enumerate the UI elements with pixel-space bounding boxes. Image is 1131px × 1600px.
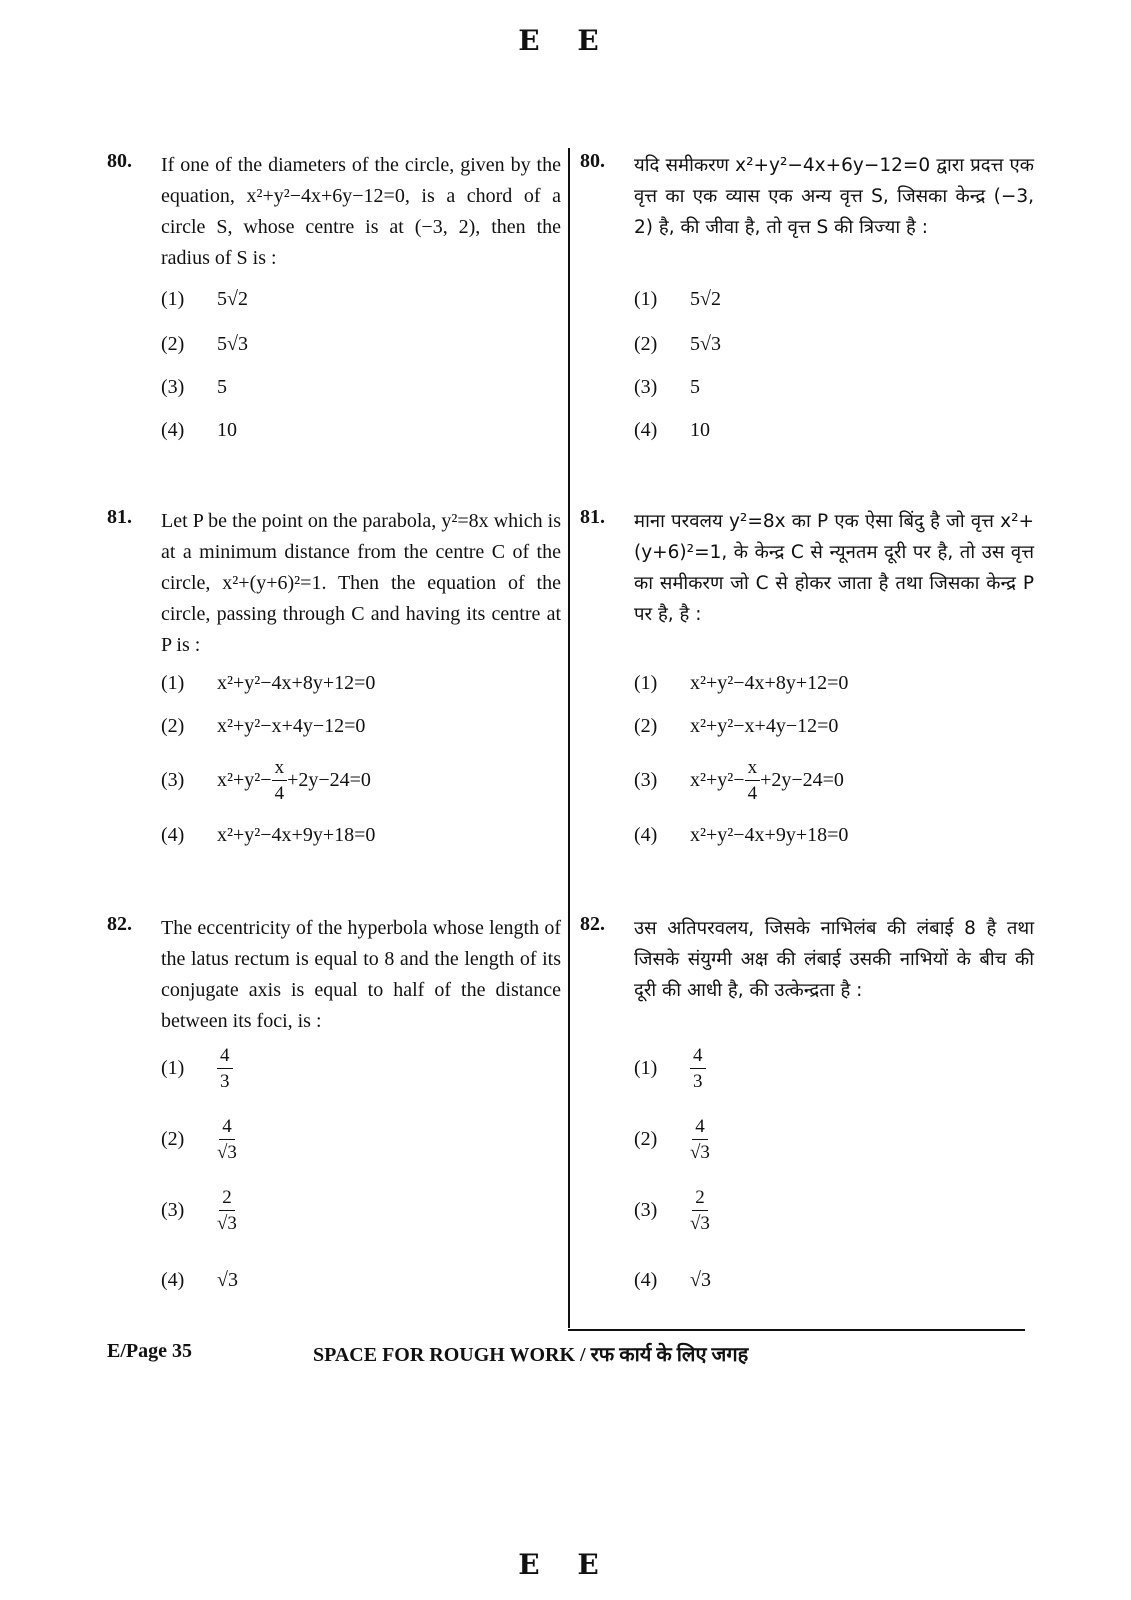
option-2: (2) $\frac{4}{√3}$ [161,1116,237,1163]
rough-work-label: SPACE FOR ROUGH WORK / रफ कार्य के लिए जगह [313,1344,749,1366]
option-4: (4) 10 [634,419,710,441]
question-number: 81. [107,506,132,528]
option-1: (1) 5√2 [161,288,248,310]
option-4: (4) x²+y²−4x+9y+18=0 [634,824,849,846]
question-number: 82. [107,913,132,935]
option-1: (1) x²+y²−4x+8y+12=0 [161,672,376,694]
question-text: माना परवलय y²=8x का P एक ऐसा बिंदु है जो वृत्त x²+(y+6)²=1, के केन्द्र C से न्यूनतम दूरी पर है, तो उस वृत्त का समीकरण जो C से होकर जाता है तथा जिसका केन्द्र P पर है, है : [634,511,1034,625]
option-4: (4) x²+y²−4x+9y+18=0 [161,824,376,846]
footer-marker: E E [518,1548,613,1581]
question-text: The eccentricity of the hyperbola whose length of the latus rectum is equal to 8 and the length of its conjugate axis is equal to half of the distance between its foci, is : [161,917,561,1032]
option-4: (4) √3 [161,1269,238,1291]
option-4: (4) 10 [161,419,237,441]
question-text: उस अतिपरवलय, जिसके नाभिलंब की लंबाई 8 है तथा जिसके संयुग्मी अक्ष की लंबाई उसकी नाभियों के बीच की दूरी की आधी है, की उत्केन्द्रता है : [634,918,1034,1001]
option-2: (2) x²+y²−x+4y−12=0 [634,715,839,737]
option-1: (1) x²+y²−4x+8y+12=0 [634,672,849,694]
option-2: (2) 5√3 [634,333,721,355]
question-text: If one of the diameters of the circle, given by the equation, x²+y²−4x+6y−12=0, is a chord of a circle S, whose centre is at (−3, 2), then the radius of S is : [161,154,561,269]
header-marker: E E [518,24,613,57]
question-number: 80. [580,150,605,172]
page-number: E/Page 35 [107,1340,192,1362]
fraction: $\frac{x}{4}$ [745,758,761,803]
option-3: (3) 5 [161,376,227,398]
option-3: (3) $\frac{2}{√3}$ [634,1187,710,1234]
option-3: (3) $\frac{2}{√3}$ [161,1187,237,1234]
option-3: (3) 5 [634,376,700,398]
question-text: यदि समीकरण x²+y²−4x+6y−12=0 द्वारा प्रदत्त एक वृत्त का एक व्यास एक अन्य वृत्त S, जिसका केन्द्र (−3, 2) है, की जीवा है, तो वृत्त S की त्रिज्या है : [634,155,1034,238]
footer-rule [568,1329,1025,1331]
option-2: (2) x²+y²−x+4y−12=0 [161,715,366,737]
option-1: (1) 5√2 [634,288,721,310]
question-number: 82. [580,913,605,935]
option-3: (3) x²+y²− $\frac{x}{4}$ +2y−24=0 [634,757,844,804]
fraction: $\frac{x}{4}$ [272,758,288,803]
option-2: (2) 5√3 [161,333,248,355]
question-number: 80. [107,150,132,172]
question-text: Let P be the point on the parabola, y²=8x which is at a minimum distance from the centre C of the circle, x²+(y+6)²=1. Then the equation of the circle, passing through C and having its centre at P is : [161,510,561,656]
column-divider [568,148,570,1328]
option-1: (1) $\frac{4}{3}$ [161,1046,233,1091]
option-3: (3) x²+y²− $\frac{x}{4}$ +2y−24=0 [161,757,371,804]
question-number: 81. [580,506,605,528]
option-1: (1) $\frac{4}{3}$ [634,1046,706,1091]
option-4: (4) √3 [634,1269,711,1291]
option-2: (2) $\frac{4}{√3}$ [634,1116,710,1163]
